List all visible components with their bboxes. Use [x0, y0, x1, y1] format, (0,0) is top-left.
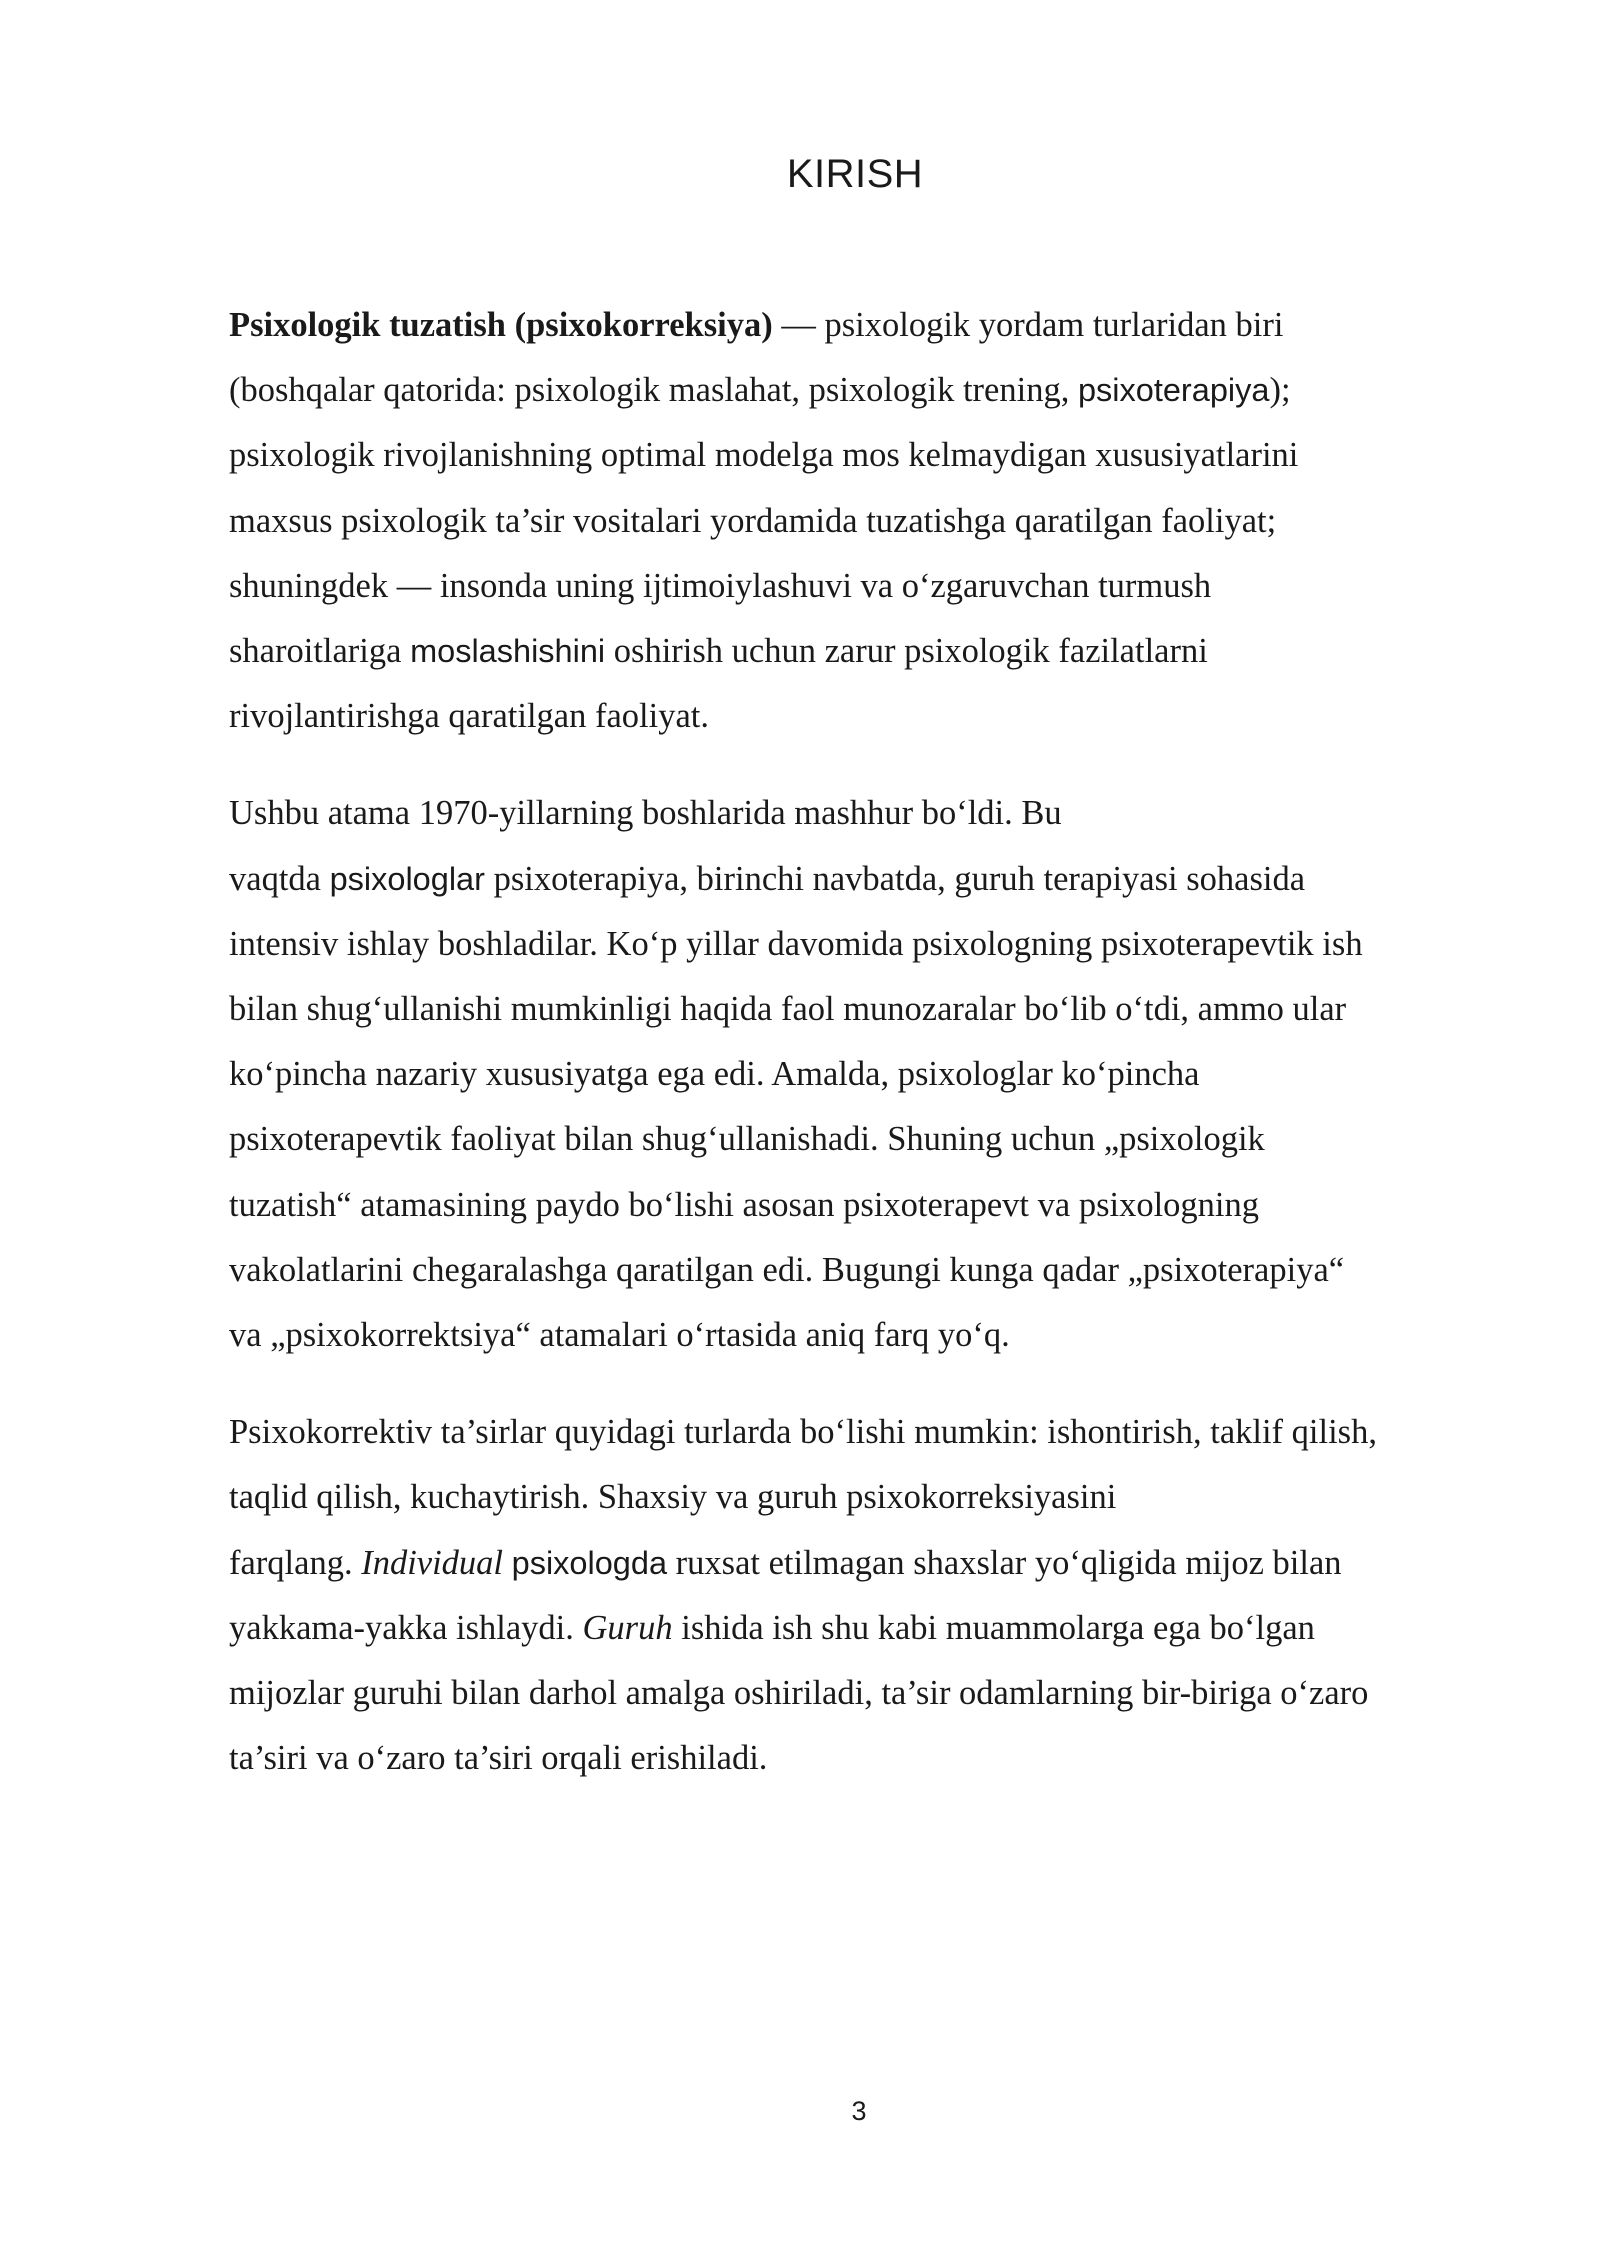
- text-segment-bold: Psixologik tuzatish (psixokorreksiya): [229, 306, 773, 344]
- text-line: [229, 1173, 1514, 1238]
- page-title: KIRISH: [786, 152, 924, 196]
- text-segment: [503, 1544, 512, 1582]
- text-segment-term: psixoterapiya: [1077, 372, 1270, 409]
- text-segment-italic: Individual: [361, 1543, 504, 1582]
- text-segment: rivojlantirishga qaratilgan faoliyat.: [229, 697, 709, 736]
- text-segment: );: [1269, 371, 1291, 410]
- text-segment: sharoitlariga: [229, 632, 411, 671]
- text-segment-italic: Guruh: [582, 1608, 673, 1647]
- text-line: [229, 358, 1514, 423]
- text-segment: intensiv ishlay boshladilar. Ko‘p yillar davomida psixologning psixoterapevtik ish: [229, 924, 1363, 963]
- text-segment: bilan shug‘ullanishi mumkinligi haqida faol munozaralar bo‘lib o‘tdi, ammo ular: [229, 990, 1347, 1029]
- text-line: [229, 1661, 1514, 1726]
- text-segment: ishida ish shu kabi muammolarga ega bo‘lgan: [672, 1608, 1315, 1647]
- text-line: [229, 554, 1514, 619]
- text-line: [229, 293, 1514, 358]
- text-line: [229, 684, 1514, 749]
- text-segment: shuningdek — insonda uning ijtimoiylashuvi va o‘zgaruvchan turmush: [229, 566, 1212, 605]
- text-segment-term: psixologda: [511, 1544, 668, 1581]
- text-segment: tuzatish“ atamasining paydo bo‘lishi asosan psixoterapevt va psixologning: [229, 1185, 1260, 1224]
- paragraph: [229, 1400, 1514, 1791]
- text-line: [229, 977, 1514, 1042]
- text-line: [229, 1596, 1514, 1661]
- text-segment: mijozlar guruhi bilan darhol amalga oshiriladi, ta’sir odamlarning bir-biriga o‘zaro: [229, 1674, 1369, 1713]
- text-line: [229, 619, 1514, 684]
- text-segment: psixoterapevtik faoliyat bilan shug‘ullanishadi. Shuning uchun „psixologik: [229, 1120, 1265, 1159]
- text-segment: farqlang.: [229, 1543, 362, 1582]
- text-segment: oshirish uchun zarur psixologik fazilatlarni: [605, 632, 1208, 671]
- text-segment: ta’siri va o‘zaro ta’siri orqali erishiladi.: [229, 1739, 768, 1778]
- text-segment: Ushbu atama 1970-yillarning boshlarida mashhur bo‘ldi. Bu: [229, 794, 1062, 833]
- text-segment: — psixologik yordam turlaridan biri: [772, 306, 1284, 344]
- text-segment: va „psixokorrektsiya“ atamalari o‘rtasida aniq farq yo‘q.: [229, 1316, 1010, 1355]
- text-segment: Psixokorrektiv ta’sirlar quyidagi turlarda bo‘lishi mumkin: ishontirish, taklif qilish,: [229, 1413, 1377, 1452]
- text-segment: taqlid qilish, kuchaytirish. Shaxsiy va guruh psixokorreksiyasini: [229, 1478, 1117, 1517]
- text-line: [229, 1042, 1514, 1107]
- text-line: [229, 423, 1514, 488]
- text-segment-term: moslashishini: [410, 633, 606, 670]
- text-line: [229, 1465, 1514, 1530]
- text-segment: yakkama-yakka ishlaydi.: [229, 1608, 583, 1647]
- text-line: [229, 1531, 1514, 1596]
- text-segment: maxsus psixologik ta’sir vositalari yordamida tuzatishga qaratilgan faoliyat;: [229, 501, 1277, 540]
- text-line: [229, 1238, 1514, 1303]
- text-line: [229, 1107, 1514, 1172]
- text-segment: ruxsat etilmagan shaxslar yo‘qligida mijoz bilan: [667, 1543, 1342, 1582]
- text-line: [229, 1303, 1514, 1368]
- text-line: [229, 489, 1514, 554]
- text-line: [229, 847, 1514, 912]
- paragraph: [229, 293, 1514, 749]
- paragraph: [229, 781, 1514, 1368]
- text-line: [229, 1400, 1514, 1465]
- text-segment: vakolatlarini chegaralashga qaratilgan edi. Bugungi kunga qadar „psixoterapiya“: [229, 1250, 1345, 1289]
- text-segment-term: psixologlar: [329, 860, 485, 897]
- text-line: [229, 912, 1514, 977]
- text-segment: psixologik rivojlanishning optimal modelga mos kelmaydigan xususiyatlarini: [229, 436, 1299, 475]
- text-segment: (boshqalar qatorida: psixologik maslahat, psixologik trening,: [229, 371, 1078, 410]
- text-segment: psixoterapiya, birinchi navbatda, guruh terapiyasi sohasida: [484, 859, 1306, 898]
- text-line: [229, 781, 1514, 846]
- document-body: [229, 293, 1514, 1791]
- text-segment: vaqtda: [229, 859, 330, 898]
- text-segment: ko‘pincha nazariy xususiyatga ega edi. Amalda, psixologlar ko‘pincha: [229, 1055, 1200, 1094]
- text-line: [229, 1726, 1514, 1791]
- page-number: 3: [851, 2096, 867, 2126]
